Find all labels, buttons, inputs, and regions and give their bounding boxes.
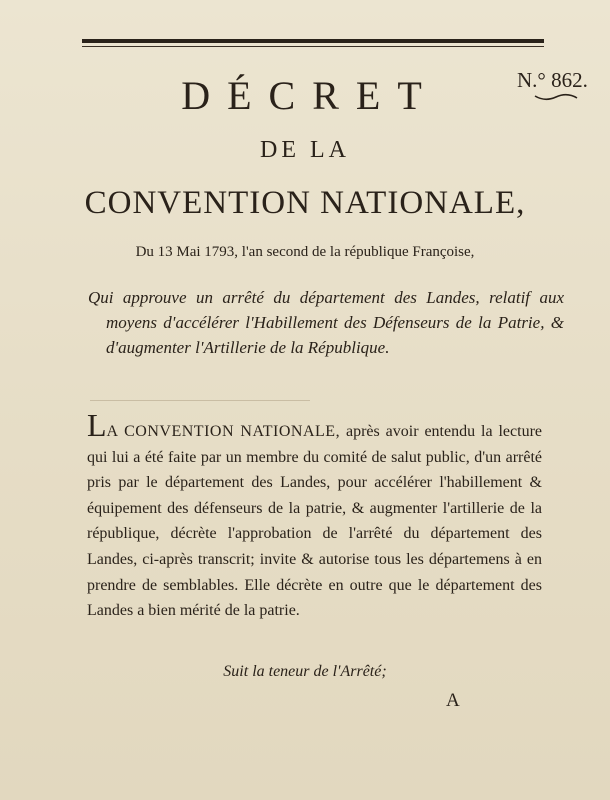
document-subtitle: DE LA xyxy=(260,137,350,163)
decree-summary: Qui approuve un arrêté du département des Landes, relatif aux moyens d'accélérer l'Habillement des Défenseurs de la Patrie, & d'augmenter l'Artillerie de la République. xyxy=(88,288,564,357)
section-divider xyxy=(90,400,310,401)
decree-number: N.° 862. xyxy=(517,68,588,92)
signature-mark: A xyxy=(446,690,460,711)
document-title: DÉCRET xyxy=(181,73,439,118)
body-text: après avoir entendu la lecture qui lui a été faite par un membre du comité de salut public, d'un arrêté pris par le département des Landes, pour accélérer l'habillement & équipement des défenseurs de la patrie, & augmenter l'artillerie de la république, décrète l'approbation de l'arrêté du département des Landes, ci-après transcrit; invite & autorise tous les départemens à en prendre de semblables. Elle décrète en outre que le département des Landes a bien mérité de la patrie. xyxy=(87,423,542,620)
header-rule-thin xyxy=(82,46,544,47)
date-line: Du 13 Mai 1793, l'an second de la république Françoise, xyxy=(135,244,475,260)
body-lead: A CONVENTION NATIONALE, xyxy=(106,423,341,440)
assembly-name: CONVENTION NATIONALE, xyxy=(84,185,526,221)
decree-body xyxy=(87,407,542,624)
header-rule-thick xyxy=(82,39,544,43)
follows-line: Suit la teneur de l'Arrêté; xyxy=(223,663,387,680)
drop-initial: L xyxy=(87,407,107,443)
